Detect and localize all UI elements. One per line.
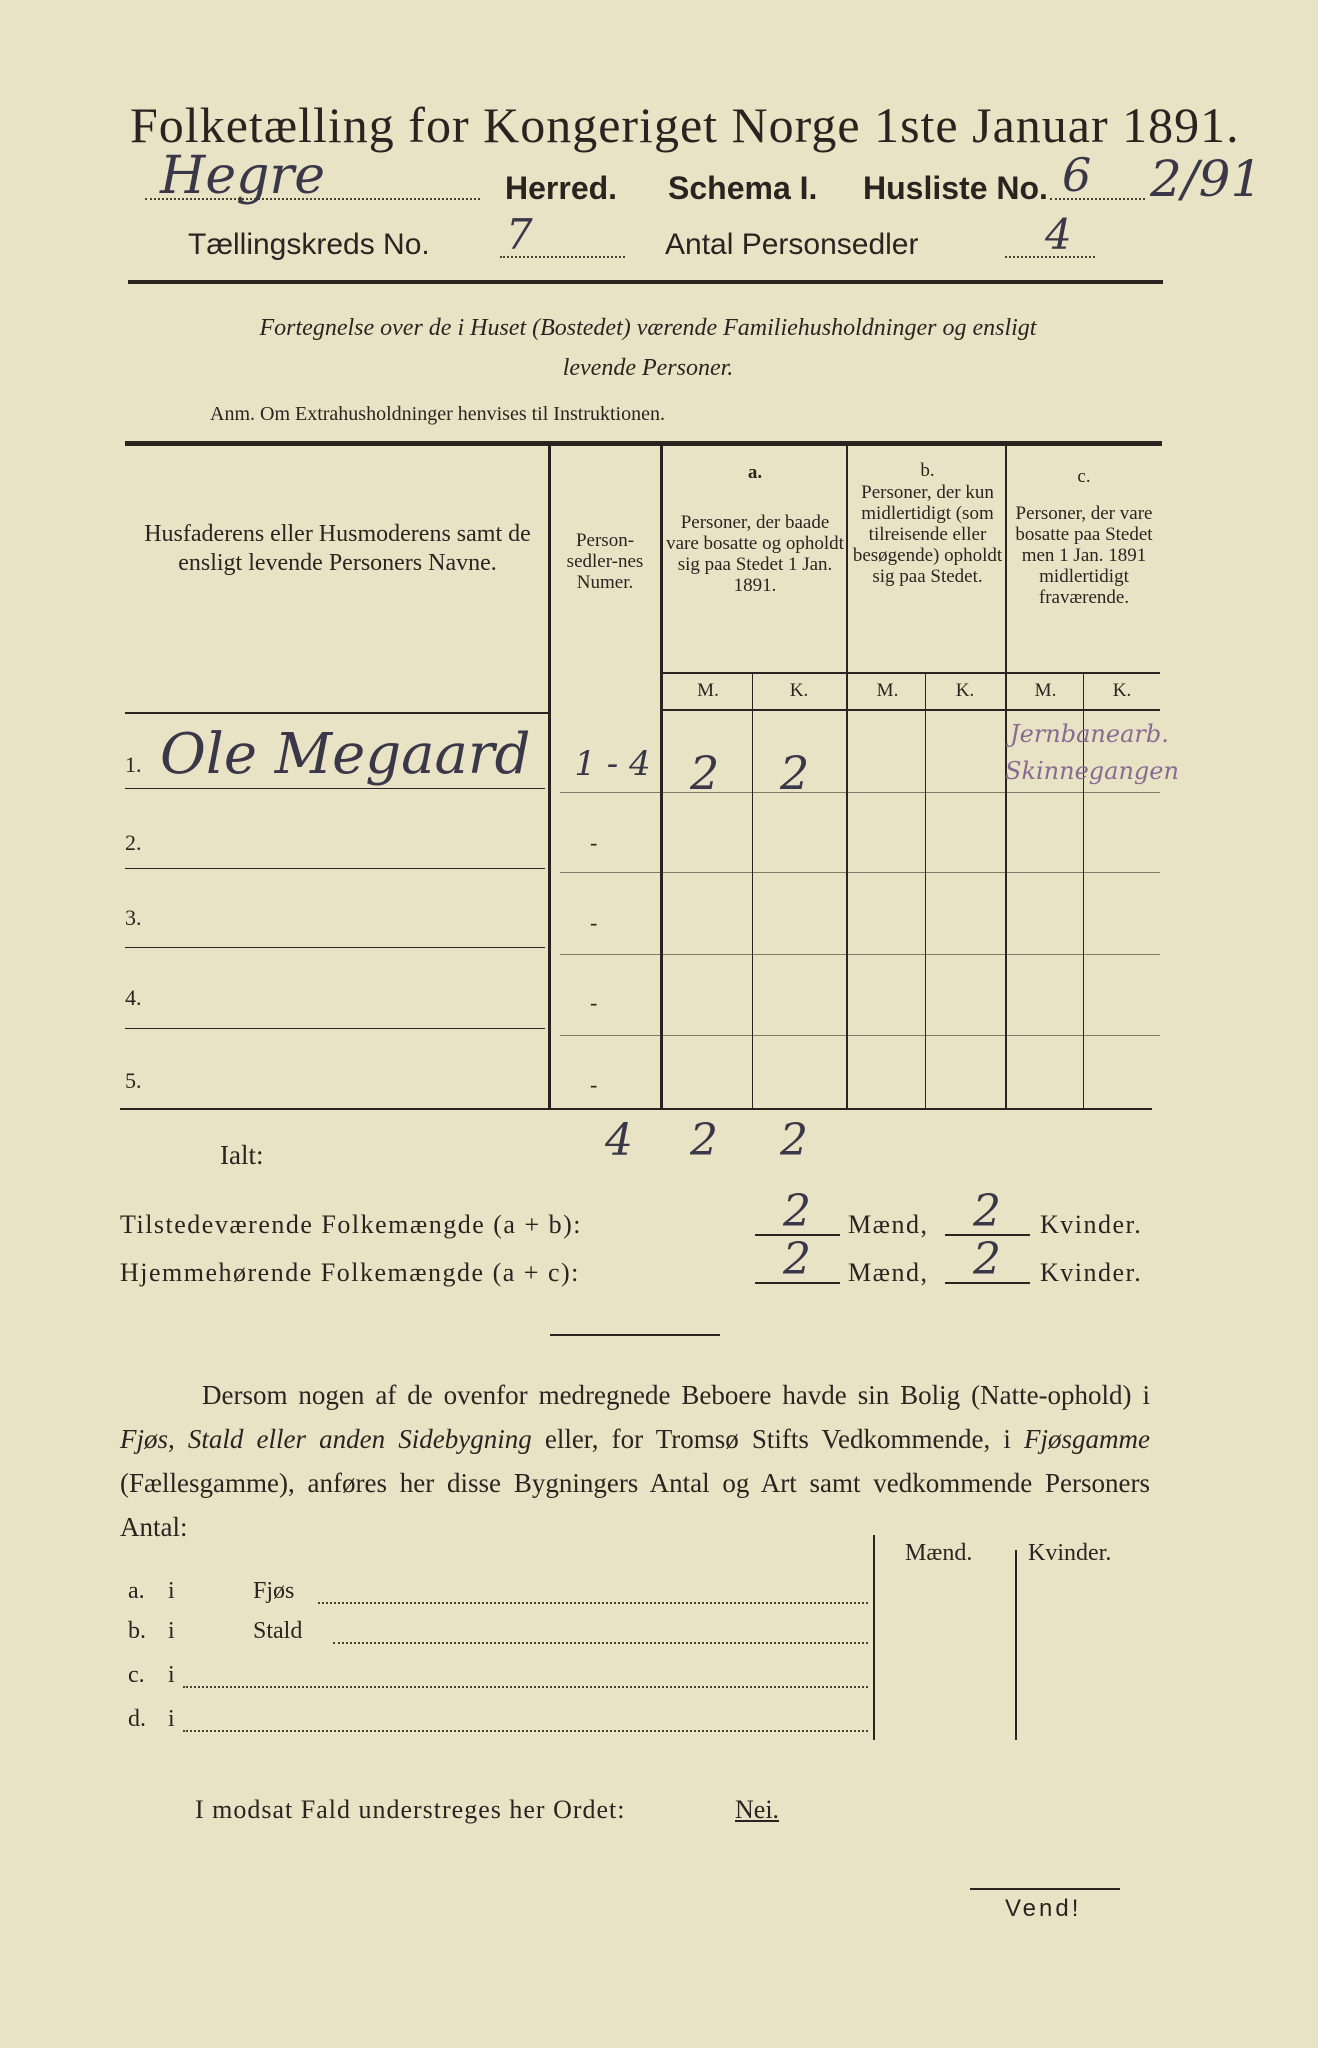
maend-label: Mænd, bbox=[848, 1210, 929, 1239]
mk-top-rule bbox=[660, 672, 1160, 674]
personsedler-field bbox=[1005, 210, 1095, 264]
row-c-note: Jernbanearb. bbox=[1010, 720, 1169, 748]
row-number: 5. bbox=[125, 1068, 142, 1093]
total-present-m-field bbox=[755, 1186, 840, 1237]
ialt-num: 4 bbox=[605, 1115, 633, 1166]
row-i: i bbox=[168, 1706, 175, 1732]
outbuilding-row bbox=[128, 1706, 868, 1746]
intro-line2: levende Personer. bbox=[562, 355, 734, 381]
outbuildings-divider bbox=[1015, 1550, 1017, 1740]
herred-value: Hegre bbox=[160, 146, 326, 206]
para-end: (Fællesgamme), anføres her disse Bygningers Antal og Art samt vedkommende Personers Antal: bbox=[120, 1468, 1150, 1542]
row-line bbox=[125, 1028, 545, 1029]
col-a-letter: a. bbox=[747, 462, 763, 483]
mk-divider bbox=[925, 672, 926, 1108]
total-present-k-field bbox=[945, 1186, 1030, 1237]
col-b-header: Personer, der kun midlertidigt (som tilreisende eller besøgende) opholdt sig paa Stedet. bbox=[852, 482, 1003, 587]
header-bottom-rule bbox=[125, 712, 550, 714]
col-a-k: K. bbox=[789, 680, 809, 701]
section-divider bbox=[550, 1334, 720, 1336]
total-resident-k: 2 bbox=[973, 1234, 1001, 1285]
nei-word: Nei. bbox=[735, 1795, 780, 1824]
husliste-label: Husliste No. bbox=[863, 170, 1048, 206]
para-mid: eller, for Tromsø Stifts Vedkommende, i bbox=[531, 1424, 1025, 1454]
col-c-letter: c. bbox=[1077, 466, 1091, 487]
vend-text: Vend! bbox=[1005, 1895, 1082, 1922]
col-b-k: K. bbox=[955, 680, 975, 701]
outbuildings-paragraph bbox=[120, 1373, 1150, 1549]
row-label: Stald bbox=[253, 1618, 303, 1644]
total-present-m: 2 bbox=[783, 1186, 811, 1237]
col-c-m: M. bbox=[1034, 680, 1057, 701]
kreds-value: 7 bbox=[506, 210, 533, 259]
total-resident-label: Hjemmehørende Folkemængde (a + c): bbox=[120, 1258, 580, 1287]
anm-note: Anm. Om Extrahusholdninger henvises til Instruktionen. bbox=[210, 403, 665, 425]
para-italic-2: Fjøsgamme bbox=[1024, 1424, 1150, 1454]
row-num: - bbox=[590, 990, 598, 1015]
header-rule bbox=[128, 280, 1163, 284]
total-resident-m-field bbox=[755, 1234, 840, 1285]
vend-rule bbox=[970, 1888, 1120, 1890]
kvinder-label: Kvinder. bbox=[1040, 1210, 1143, 1239]
row-line bbox=[560, 954, 1160, 955]
row-a-m: 2 bbox=[690, 746, 720, 800]
col-b-m: M. bbox=[876, 680, 899, 701]
row-line bbox=[125, 868, 545, 869]
mk-bottom-rule bbox=[663, 709, 1160, 711]
row-name: Ole Megaard bbox=[160, 722, 531, 787]
mk-divider bbox=[752, 672, 753, 1108]
husliste-field bbox=[1050, 148, 1145, 206]
personsedler-value: 4 bbox=[1045, 210, 1072, 259]
maend-label: Mænd, bbox=[848, 1258, 929, 1287]
row-line bbox=[560, 792, 1160, 793]
row-number: 4. bbox=[125, 985, 142, 1010]
row-num: - bbox=[590, 910, 598, 935]
total-present-label: Tilstedeværende Folkemængde (a + b): bbox=[120, 1210, 582, 1239]
row-i: i bbox=[168, 1618, 175, 1644]
row-num: 1 - 4 bbox=[574, 744, 651, 784]
row-letter: c. bbox=[128, 1662, 145, 1688]
col-c-k: K. bbox=[1112, 680, 1132, 701]
row-number: 2. bbox=[125, 830, 142, 855]
row-c-note: Skinnegangen bbox=[1005, 757, 1179, 785]
total-resident-m: 2 bbox=[783, 1234, 811, 1285]
form-title: Folketælling for Kongeriget Norge 1ste Januar 1891. bbox=[130, 97, 1240, 153]
total-resident-k-field bbox=[945, 1234, 1030, 1285]
outbuilding-row bbox=[128, 1662, 868, 1702]
row-label: Fjøs bbox=[253, 1578, 295, 1604]
kreds-label: Tællingskreds No. bbox=[188, 228, 430, 261]
ialt-label: Ialt: bbox=[220, 1140, 264, 1170]
col-a-header: Personer, der baade vare bosatte og opholdt sig paa Stedet 1 Jan. 1891. bbox=[666, 512, 844, 596]
para-start: Dersom nogen af de ovenfor medregnede Beboere havde sin Bolig (Natte-ophold) i bbox=[202, 1380, 1150, 1410]
outbuildings-divider bbox=[873, 1535, 875, 1740]
schema-label: Schema I. bbox=[668, 170, 818, 206]
row-num: - bbox=[590, 830, 598, 855]
row-a-k: 2 bbox=[780, 746, 810, 800]
outbuilding-row bbox=[128, 1618, 868, 1658]
col-name-header: Husfaderens eller Husmoderens samt de ensligt levende Personers Navne. bbox=[144, 521, 531, 576]
ialt-a-k: 2 bbox=[780, 1115, 808, 1166]
row-i: i bbox=[168, 1578, 175, 1604]
row-num: - bbox=[590, 1072, 598, 1097]
personsedler-label: Antal Personsedler bbox=[665, 228, 919, 261]
intro-line1: Fortegnelse over de i Huset (Bostedet) værende Familiehusholdninger og ensligt bbox=[259, 315, 1037, 341]
herred-field bbox=[145, 146, 480, 206]
table-divider bbox=[846, 446, 848, 1108]
row-line bbox=[560, 1035, 1160, 1036]
outbuildings-maend-header: Mænd. bbox=[905, 1540, 973, 1566]
row-line bbox=[125, 947, 545, 948]
kvinder-label: Kvinder. bbox=[1040, 1258, 1143, 1287]
total-present-k: 2 bbox=[973, 1186, 1001, 1237]
husliste-value: 6 bbox=[1062, 148, 1092, 202]
nei-text: I modsat Fald understreges her Ordet: bbox=[195, 1795, 626, 1824]
row-letter: a. bbox=[128, 1578, 145, 1604]
herred-label: Herred. bbox=[505, 170, 618, 206]
outbuilding-row bbox=[128, 1578, 868, 1618]
para-italic-1: Fjøs, Stald eller anden Sidebygning bbox=[120, 1424, 532, 1454]
row-letter: b. bbox=[128, 1618, 146, 1644]
table-bottom-rule bbox=[120, 1108, 1152, 1110]
row-letter: d. bbox=[128, 1706, 146, 1732]
row-line bbox=[560, 872, 1160, 873]
husliste-extra: 2/91 bbox=[1150, 150, 1263, 208]
row-line bbox=[125, 788, 545, 789]
kreds-field bbox=[500, 210, 625, 264]
row-number: 1. bbox=[125, 752, 142, 777]
col-a-m: M. bbox=[697, 680, 719, 701]
ialt-a-m: 2 bbox=[690, 1115, 718, 1166]
col-c-header: Personer, der vare bosatte paa Stedet men 1 Jan. 1891 midlertidigt fraværende. bbox=[1015, 503, 1153, 608]
outbuildings-kvinder-header: Kvinder. bbox=[1028, 1540, 1112, 1566]
col-b-letter: b. bbox=[920, 460, 935, 481]
row-i: i bbox=[168, 1662, 175, 1688]
table-divider bbox=[660, 446, 663, 1108]
table-divider bbox=[548, 446, 551, 1108]
col-num-header: Person-sedler-nes Numer. bbox=[566, 530, 644, 593]
row-number: 3. bbox=[125, 905, 142, 930]
